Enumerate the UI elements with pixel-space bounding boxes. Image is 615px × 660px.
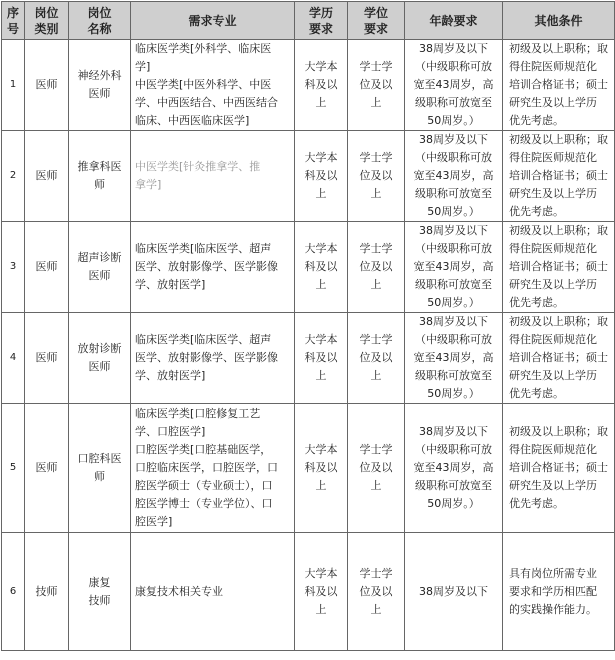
cell-degree bbox=[348, 131, 405, 222]
cell-degree-text: 学士学 位及以 上 bbox=[359, 333, 393, 382]
header-age bbox=[405, 2, 503, 40]
cell-other-text: 初级及以上职称；取 得住院医师规范化 培训合格证书；硕士 研究生及以上学历 优先考虑。 bbox=[509, 133, 608, 218]
cell-major-text: 临床医学类[口腔修复工艺 学、口腔医学] 口腔医学类[口腔基础医学， 口腔临床医学，口腔医学，口 腔医学硕士（专业硕士），口 腔医学博士（专业学位）、口 腔医学] bbox=[135, 407, 278, 528]
cell-seq: 6 bbox=[2, 533, 25, 651]
cell-age bbox=[405, 40, 503, 131]
cell-category: 医师 bbox=[25, 222, 69, 313]
header-category bbox=[25, 2, 69, 40]
cell-name-text: 康复 技师 bbox=[88, 575, 111, 607]
cell-major bbox=[131, 131, 295, 222]
header-age-label: 年龄要求 bbox=[429, 13, 478, 28]
cell-major-text: 临床医学类[临床医学、超声 医学、放射影像学、医学影像 学、放射医学] bbox=[135, 333, 278, 382]
cell-seq: 1 bbox=[2, 40, 25, 131]
cell-name bbox=[69, 533, 131, 651]
table-row bbox=[2, 533, 615, 651]
cell-category: 医师 bbox=[25, 131, 69, 222]
cell-education-text: 大学本 科及以 上 bbox=[304, 60, 338, 109]
cell-major bbox=[131, 222, 295, 313]
cell-seq: 3 bbox=[2, 222, 25, 313]
cell-education bbox=[295, 404, 348, 533]
cell-age-text: 38周岁及以下 （中级职称可放 宽至43周岁，高 级职称可放宽至 50周岁。） bbox=[413, 42, 494, 127]
header-other-label: 其他条件 bbox=[534, 13, 583, 28]
cell-major-text: 临床医学类[临床医学、超声 医学、放射影像学、医学影像 学、放射医学] bbox=[135, 242, 278, 291]
cell-major bbox=[131, 404, 295, 533]
cell-major-text: 临床医学类[外科学、临床医 学] 中医学类[中医外科学、中医 学、中西医结合、中西医结合 临床、中西医临床医学] bbox=[135, 42, 278, 127]
cell-other bbox=[503, 222, 615, 313]
cell-education-text: 大学本 科及以 上 bbox=[304, 443, 338, 492]
cell-major bbox=[131, 40, 295, 131]
header-name bbox=[69, 2, 131, 40]
cell-other bbox=[503, 40, 615, 131]
cell-name-text: 放射诊断 医师 bbox=[77, 342, 122, 373]
header-name-label: 岗位 名称 bbox=[87, 5, 112, 36]
cell-name-text: 推拿科医 师 bbox=[77, 160, 122, 191]
table-row bbox=[2, 313, 615, 404]
cell-age bbox=[405, 313, 503, 404]
cell-education bbox=[295, 222, 348, 313]
cell-major bbox=[131, 313, 295, 404]
cell-other bbox=[503, 404, 615, 533]
cell-name bbox=[69, 313, 131, 404]
cell-degree-text: 学士学 位及以 上 bbox=[359, 242, 393, 291]
cell-other bbox=[503, 533, 615, 651]
table-row bbox=[2, 222, 615, 313]
cell-degree bbox=[348, 404, 405, 533]
cell-age-text: 38周岁及以下 （中级职称可放 宽至43周岁，高 级职称可放宽至 50周岁。） bbox=[413, 133, 494, 218]
recruitment-table-container bbox=[1, 1, 614, 659]
header-seq bbox=[2, 2, 25, 40]
cell-other-text: 初级及以上职称；取 得住院医师规范化 培训合格证书；硕士 研究生及以上学历 优先考虑。 bbox=[509, 425, 608, 510]
header-major-label: 需求专业 bbox=[188, 13, 237, 28]
cell-name bbox=[69, 131, 131, 222]
header-degree bbox=[348, 2, 405, 40]
cell-name bbox=[69, 40, 131, 131]
cell-degree-text: 学士学 位及以 上 bbox=[359, 151, 393, 200]
cell-degree bbox=[348, 533, 405, 651]
cell-education bbox=[295, 313, 348, 404]
cell-age-text: 38周岁及以下 （中级职称可放 宽至43周岁，高 级职称可放宽至 50周岁。） bbox=[413, 224, 494, 309]
cell-degree-text: 学士学 位及以 上 bbox=[359, 443, 393, 492]
cell-seq: 4 bbox=[2, 313, 25, 404]
cell-degree bbox=[348, 313, 405, 404]
cell-age-text: 38周岁及以下 bbox=[419, 584, 488, 598]
table-body bbox=[2, 40, 615, 651]
cell-category: 技师 bbox=[25, 533, 69, 651]
cell-other-text: 初级及以上职称；取 得住院医师规范化 培训合格证书；硕士 研究生及以上学历 优先考虑。 bbox=[509, 224, 608, 309]
cell-other bbox=[503, 131, 615, 222]
cell-name-text: 神经外科 医师 bbox=[77, 69, 122, 100]
header-other bbox=[503, 2, 615, 40]
cell-age-text: 38周岁及以下 （中级职称可放 宽至43周岁，高 级职称可放宽至 50周岁。） bbox=[413, 315, 494, 400]
cell-major-text: 中医学类[针灸推拿学、推 拿学] bbox=[135, 160, 261, 191]
cell-other-text: 具有岗位所需专业 要求和学历相匹配 的实践操作能力。 bbox=[509, 566, 597, 616]
cell-other-text: 初级及以上职称；取 得住院医师规范化 培训合格证书；硕士 研究生及以上学历 优先考虑。 bbox=[509, 42, 608, 127]
cell-education-text: 大学本 科及以 上 bbox=[304, 242, 338, 291]
table-row bbox=[2, 40, 615, 131]
cell-category: 医师 bbox=[25, 404, 69, 533]
table-header bbox=[2, 2, 615, 40]
cell-education bbox=[295, 131, 348, 222]
cell-seq: 2 bbox=[2, 131, 25, 222]
cell-major-text: 康复技术相关专业 bbox=[135, 584, 223, 598]
header-education bbox=[295, 2, 348, 40]
cell-education-text: 大学本 科及以 上 bbox=[304, 333, 338, 382]
cell-category: 医师 bbox=[25, 313, 69, 404]
cell-age bbox=[405, 222, 503, 313]
cell-age bbox=[405, 404, 503, 533]
cell-education bbox=[295, 533, 348, 651]
cell-other-text: 初级及以上职称；取 得住院医师规范化 培训合格证书；硕士 研究生及以上学历 优先考虑。 bbox=[509, 315, 608, 400]
header-degree-label: 学位 要求 bbox=[363, 5, 388, 36]
cell-name bbox=[69, 222, 131, 313]
cell-name-text: 口腔科医 师 bbox=[77, 452, 122, 483]
cell-category: 医师 bbox=[25, 40, 69, 131]
cell-name bbox=[69, 404, 131, 533]
cell-age-text: 38周岁及以下 （中级职称可放 宽至43周岁，高 级职称可放宽至 50周岁。） bbox=[413, 425, 494, 510]
header-major bbox=[131, 2, 295, 40]
cell-education bbox=[295, 40, 348, 131]
cell-degree bbox=[348, 222, 405, 313]
table-row bbox=[2, 404, 615, 533]
cell-name-text: 超声诊断 医师 bbox=[77, 251, 122, 282]
cell-education-text: 大学本 科及以 上 bbox=[304, 566, 338, 616]
header-row bbox=[2, 2, 615, 40]
cell-age bbox=[405, 533, 503, 651]
recruitment-table bbox=[1, 1, 615, 651]
cell-major bbox=[131, 533, 295, 651]
cell-education-text: 大学本 科及以 上 bbox=[304, 151, 338, 200]
table-row bbox=[2, 131, 615, 222]
cell-age bbox=[405, 131, 503, 222]
header-education-label: 学历 要求 bbox=[308, 5, 333, 36]
cell-degree-text: 学士学 位及以 上 bbox=[359, 566, 393, 616]
cell-other bbox=[503, 313, 615, 404]
cell-degree-text: 学士学 位及以 上 bbox=[359, 60, 393, 109]
header-category-label: 岗位 类别 bbox=[34, 5, 59, 36]
cell-seq: 5 bbox=[2, 404, 25, 533]
header-seq-label: 序 号 bbox=[6, 5, 19, 36]
cell-degree bbox=[348, 40, 405, 131]
